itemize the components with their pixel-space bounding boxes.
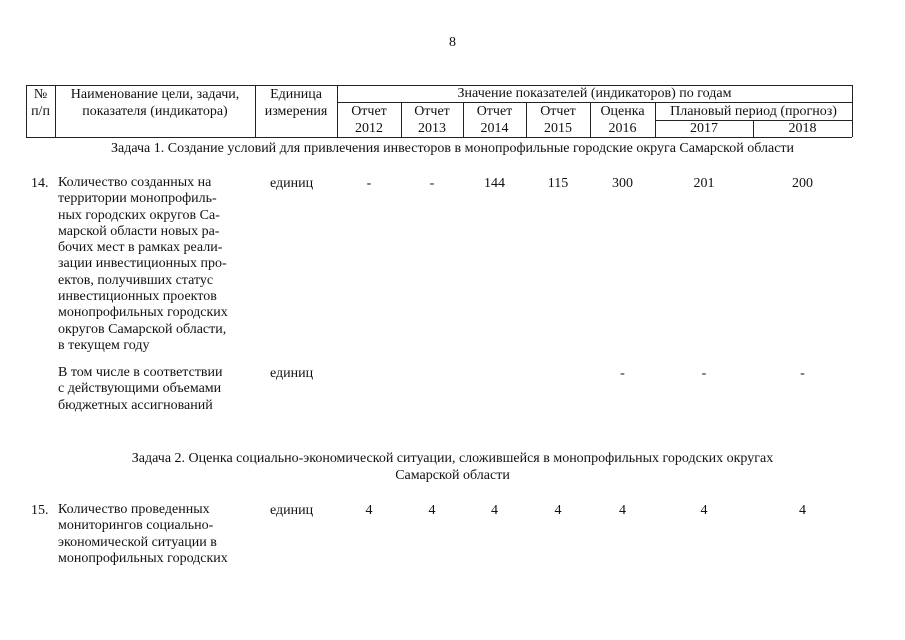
row-unit: единиц: [270, 366, 314, 381]
header-col-label: Отчет: [414, 104, 450, 119]
header-col-label: Отчет: [476, 104, 513, 119]
value-2014: 4: [491, 503, 498, 518]
value-2018: -: [800, 366, 805, 381]
header-unit-line1: Единица: [270, 87, 322, 102]
header-col-year: 2015: [544, 121, 572, 136]
header-num-line2: п/п: [31, 104, 50, 119]
table-border-right: [852, 85, 853, 137]
value-2017: 201: [693, 176, 715, 191]
header-unit-line2: измерения: [264, 104, 328, 119]
header-col-label: Отчет: [351, 104, 387, 119]
task2-title-line1: Задача 2. Оценка социально-экономической ситуации, сложившейся в монопрофильных городских округах: [131, 451, 774, 466]
value-2013: 4: [428, 503, 436, 518]
row-indicator-name: Количество созданных на территории монопрофиль- ных городских округов Са- марской области новых ра- бочих мест в рамках реали- зации инвестиционных про- ектов, получивших статус инвестиционных проектов монопрофильных городских округов Самарской области, в текущем году: [58, 175, 228, 353]
header-col-year: 2012: [355, 121, 383, 136]
header-num-line1: №: [33, 87, 48, 102]
value-2016: -: [620, 366, 625, 381]
value-2018: 200: [792, 176, 813, 191]
value-2017: -: [701, 366, 707, 381]
value-2017: 4: [700, 503, 708, 518]
value-2016: 300: [612, 176, 633, 191]
header-col-year: 2016: [608, 121, 637, 136]
page-number: 8: [449, 35, 456, 50]
value-2014: 144: [484, 176, 505, 191]
value-2015: 4: [554, 503, 562, 518]
value-2012: 4: [365, 503, 373, 518]
header-planned-title: Плановый период (прогноз): [670, 104, 837, 119]
value-2013: -: [429, 176, 435, 191]
task2-title-line2: Самарской области: [395, 468, 510, 483]
header-col-label: Оценка: [600, 104, 645, 119]
row-unit: единиц: [270, 176, 314, 191]
header-col-year: 2018: [788, 121, 817, 136]
header-col-year: 2014: [480, 121, 509, 136]
row-number: 15.: [31, 503, 49, 518]
header-col-year: 2017: [690, 121, 718, 136]
header-name-line1: Наименование цели, задачи,: [70, 87, 240, 102]
table-border-bottom: [26, 137, 852, 138]
value-2015: 115: [547, 176, 569, 191]
header-col-year: 2013: [418, 121, 446, 136]
row-indicator-name: В том числе в соответствии с действующими объемами бюджетных ассигнований: [58, 365, 223, 413]
header-values-title: Значение показателей (индикаторов) по годам: [457, 86, 732, 101]
row-number: 14.: [31, 176, 49, 191]
value-2018: 4: [799, 503, 806, 518]
row-indicator-name: Количество проведенных мониторингов социально- экономической ситуации в монопрофильных городских: [58, 502, 228, 566]
value-2012: -: [366, 176, 372, 191]
header-col-label: Отчет: [540, 104, 576, 119]
task1-title: Задача 1. Создание условий для привлечения инвесторов в монопрофильные городские округа Самарской области: [110, 141, 795, 156]
row-unit: единиц: [270, 503, 314, 518]
header-name-line2: показателя (индикатора): [82, 104, 228, 119]
value-2016: 4: [619, 503, 626, 518]
